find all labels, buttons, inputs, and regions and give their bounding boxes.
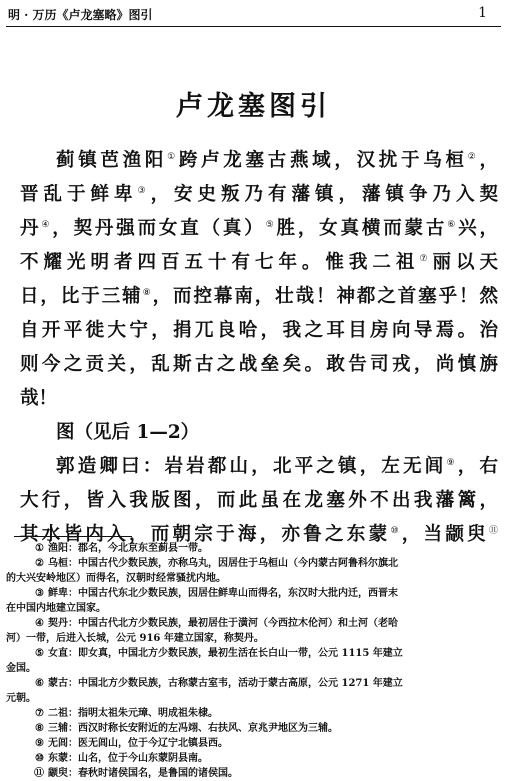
footnote-divider	[14, 536, 132, 537]
body-text-run: 图（见后 1—2）	[56, 422, 200, 443]
footnote-text: 二祖：指明太祖朱元璋、明成祖朱棣。	[48, 708, 218, 719]
footnote-marker: ⑤	[265, 219, 277, 230]
footnote	[6, 661, 500, 676]
body-text-run: 不耀光明者四百五十有七年。惟我二祖	[20, 252, 420, 273]
body-line	[20, 178, 498, 212]
footnote-text: 女直：即女真，中国北方少数民族，最初生活在长白山一带，公元 1115 年建立	[48, 648, 403, 659]
footnote-text: 无闾：医无闾山，位于今辽宁北镇县西。	[48, 738, 228, 749]
footnote	[6, 616, 500, 631]
body-text-run: 大行，皆入我版图，而此虽在龙塞外不出我藩篱，	[20, 490, 498, 511]
body-text-run: ，右	[457, 456, 498, 477]
body-text-run: 跨卢龙塞古燕域，汉扰于乌桓	[178, 150, 468, 171]
footnote	[6, 751, 500, 766]
footnote	[6, 691, 500, 706]
body-line	[20, 450, 498, 484]
footnote-text: 鲜卑：中国古代东北少数民族，因居住鲜卑山而得名，东汉时大批内迁，西晋末	[48, 588, 398, 599]
body-text-run: 其水皆内入，而朝宗于海，亦鲁之东蒙	[20, 524, 391, 545]
footnote-number: ⑩	[35, 753, 44, 764]
body-text-run: 日，比于三辅	[20, 286, 143, 307]
footnote-number: ⑤	[35, 648, 44, 659]
running-title: 明 · 万历《卢龙塞略》图引	[8, 8, 153, 22]
footnote-marker: ⑧	[142, 287, 153, 298]
footnote-marker: ⑦	[419, 253, 433, 264]
footnote	[6, 586, 500, 601]
footnote-text: 在中国内地建立国家。	[6, 603, 106, 614]
body-text-run: ，契丹强而女直（真）	[52, 218, 266, 239]
footnote	[6, 646, 500, 661]
body-line	[20, 484, 498, 518]
footnote-text: 金国。	[6, 663, 36, 674]
body-text-run: 则今之贡关，乱斯古之战垒矣。敢告司戎，尚慎旃	[20, 354, 498, 375]
footnote-text: 三辅：西汉时称长安附近的左冯翊、右扶风、京兆尹地区为三辅。	[48, 723, 338, 734]
footnote	[6, 676, 500, 691]
footnote	[6, 736, 500, 751]
body-line	[20, 280, 498, 314]
body-line	[20, 144, 498, 178]
body-text-run: 丽以天	[432, 252, 498, 273]
footnote-number: ⑨	[35, 738, 44, 749]
body-text-run: ，而控幕南，壮哉！神都之首塞乎！然	[152, 286, 498, 307]
body-text-run: 郭造卿曰：岩岩都山，北平之镇，左无闾	[56, 456, 447, 477]
body-line	[20, 416, 498, 450]
body-text-run: 胜，女真横而蒙古	[276, 218, 448, 239]
footnote-text: 契丹：中国古代北方少数民族，最初居住于潢河（今西拉木伦河）和土河（老哈	[48, 618, 398, 629]
footnote	[6, 556, 500, 571]
footnote-marker: ②	[467, 151, 480, 162]
running-header	[6, 4, 501, 27]
footnote-number: ⑪	[34, 768, 44, 779]
footnote	[6, 721, 500, 736]
footnote-text: 乌桓：中国古代少数民族，亦称乌丸，因居住于乌桓山（今内蒙古阿鲁科尔旗北	[48, 558, 398, 569]
footnotes	[6, 541, 500, 781]
body-line	[20, 382, 498, 416]
footnote-text: 元朝。	[6, 693, 36, 704]
footnote-number: ⑦	[35, 708, 44, 719]
body-text-run: 自开平徙大宁，捐兀良哈，我之耳目房向导焉。治	[20, 320, 498, 341]
footnote-number: ④	[35, 618, 44, 629]
footnote-marker: ④	[41, 219, 53, 230]
body-line	[20, 246, 498, 280]
body-text-run: ，当颛臾	[401, 524, 489, 545]
footnote-marker: ⑨	[446, 457, 458, 468]
footnote-number: ②	[35, 558, 44, 569]
footnote-number: ⑧	[35, 723, 44, 734]
body-text-run: 兴，	[458, 218, 498, 239]
page-number: 1	[478, 5, 487, 21]
body-text-run: 哉！	[20, 388, 58, 409]
body-text-run: ，安史叛乃有藩镇，藩镇争乃入契	[150, 184, 498, 205]
footnote	[6, 571, 500, 586]
footnote	[6, 601, 500, 616]
footnote-number: ③	[35, 588, 44, 599]
body-text-run: 晋乱于鲜卑	[20, 184, 138, 205]
footnote-marker: ⑪	[488, 525, 498, 536]
footnote-marker: ③	[137, 185, 151, 196]
footnote	[6, 541, 500, 556]
body-line	[20, 212, 498, 246]
body-text-run: 蓟镇芭渔阳	[56, 150, 168, 171]
footnote-marker: ①	[167, 151, 179, 162]
footnote	[6, 631, 500, 646]
footnote-number: ①	[35, 543, 44, 554]
body-text	[20, 144, 498, 552]
footnote-text: 颛臾：春秋时诸侯国名，是鲁国的诸侯国。	[48, 768, 238, 779]
body-text-run: ，	[479, 150, 498, 171]
footnote-number: ⑥	[35, 678, 44, 689]
page-title: 卢龙塞图引	[176, 91, 331, 122]
body-line	[20, 348, 498, 382]
footnote-marker: ⑩	[390, 525, 402, 536]
footnote-text: 的大兴安岭地区）而得名，汉朝时经常骚扰内地。	[6, 573, 226, 584]
body-line	[20, 314, 498, 348]
footnote	[6, 706, 500, 721]
footnote-text: 渔阳：郡名，今北京东至蓟县一带。	[48, 543, 208, 554]
footnote-text: 河）一带，后进入长城，公元 916 年建立国家，称契丹。	[6, 633, 264, 644]
footnote-marker: ⑥	[447, 219, 459, 230]
footnote-text: 东蒙：山名，位于今山东蒙阴县南。	[48, 753, 208, 764]
body-text-run: 丹	[20, 218, 42, 239]
footnote-text: 蒙古：中国北方少数民族，古称蒙古室韦，活动于蒙古高原，公元 1271 年建立	[48, 678, 403, 689]
